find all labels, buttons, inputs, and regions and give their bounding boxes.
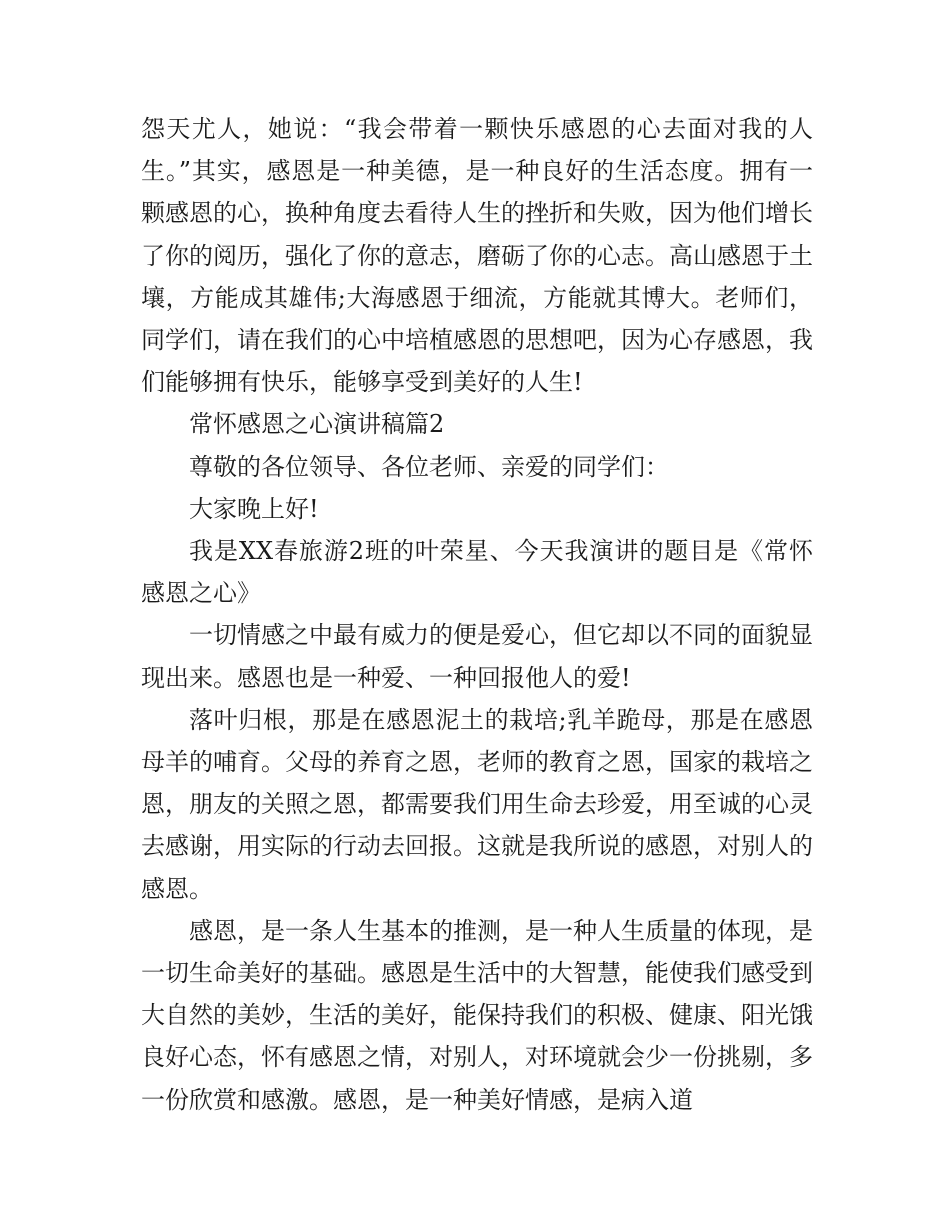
- paragraph-intro: 我是XX春旅游2班的叶荣星、今天我演讲的题目是《常怀感恩之心》: [141, 537, 813, 608]
- section-heading: 常怀感恩之心演讲稿篇2: [189, 410, 445, 439]
- greeting: 大家晚上好!: [189, 494, 319, 523]
- paragraph: 一切情感之中最有威力的便是爱心，但它却以不同的面貌显现出来。感恩也是一种爱、一种回报他人的爱!: [141, 621, 813, 692]
- paragraph-continued: 怨天尤人，她说：“我会带着一颗快乐感恩的心去面对我的人生。”其实，感恩是一种美德，是一种良好的生活态度。拥有一颗感恩的心，换种角度去看待人生的挫折和失败，因为他们增长了你的阅历，强化了你的意志，磨砺了你的心志。高山感恩于土壤，方能成其雄伟;大海感恩于细流，方能就其博大。老师们，同学们，请在我们的心中培植感恩的思想吧，因为心存感恩，我们能够拥有快乐，能够享受到美好的人生!: [141, 115, 813, 397]
- paragraph: 落叶归根，那是在感恩泥土的栽培;乳羊跪母，那是在感恩母羊的哺育。父母的养育之恩，老师的教育之恩，国家的栽培之恩，朋友的关照之恩，都需要我们用生命去珍爱，用至诚的心灵去感谢，用实际的行动去回报。这就是我所说的感恩，对别人的感恩。: [141, 705, 813, 903]
- document-body: [141, 108, 813, 1121]
- salutation: 尊敬的各位领导、各位老师、亲爱的同学们：: [189, 452, 669, 481]
- paragraph: 感恩，是一条人生基本的推测，是一种人生质量的体现，是一切生命美好的基础。感恩是生活中的大智慧，能使我们感受到大自然的美妙，生活的美好，能保持我们的积极、健康、阳光饿良好心态，怀有感恩之情，对别人，对环境就会少一份挑剔，多一份欣赏和感激。感恩，是一种美好情感，是病入道: [141, 916, 813, 1114]
